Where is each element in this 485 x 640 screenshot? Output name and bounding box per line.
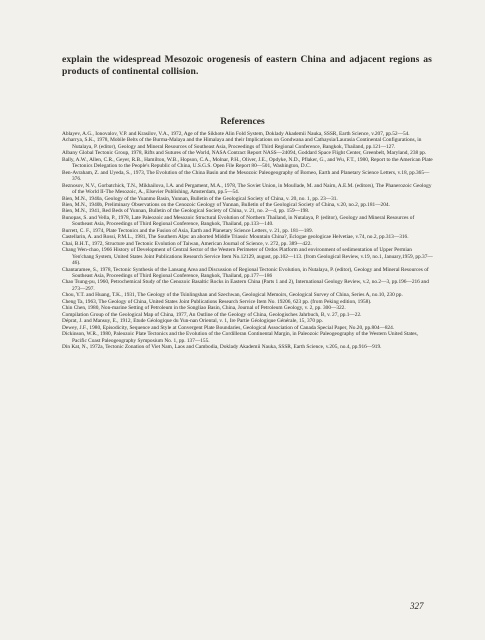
reference-entry: Castellarin, A. and Rossi, P.M.L., 1981, The Southern Alps: an aborted Middle Triassic Mountain China?, Eclogae geologicae Helvetiae, v.74, no.2, pp.313—316. [62, 234, 409, 241]
reference-entry: Bien, M.N., 1941, Red Beds of Yunnan, Bulletin of the Geological Society of China, v. 21, no. 2—4, pp. 159—198. [62, 208, 310, 215]
reference-list [62, 131, 433, 350]
reference-entry: Cheng Ta, 1963, The Geology of China, United States Joint Publications Research Service Item No. 19206, 623 pp. (from Peking edition, 1958). [62, 298, 372, 305]
reference-entry: Chao Tsung-pu, 1960, Petrochemical Study of the Cenozoic Basaltic Rocks in Eastern China (Parts 1 and 2), International Geology Review, v.2, no.2—3, pp.196—216 and 273—297. [62, 279, 429, 292]
references-heading: References [220, 116, 265, 127]
reference-entry: Chou, Y.T. and Huang, T.K., 1931, The Geology of the Tsinlingshan and Szechwan, Geological Memoirs, Geological Survey of China, Series A, no.10, 230 pp. [62, 292, 403, 299]
reference-entry: Burrett, C. F., 1974, Plate Tectonics and the Fusion of Asia, Earth and Planetary Science Letters, v. 21, pp. 181—189. [62, 227, 314, 234]
reference-entry: Albany Global Tectonic Group, 1978, Rifts and Sutures of the World, NASA Contract Report NASS—24094, Goddard Space Flight Center, Greenbelt, Maryland, 238 pp. [62, 150, 427, 157]
reference-entry: Chin Chen, 1980, Non-marine Setting of Petroleum in the Songliao Basin, China, Journal of Petroleum Geology, v. 2, pp. 300—322. [62, 305, 346, 312]
reference-entry: Din Kat, N., 1972a, Tectonic Zonation of Viet Nam, Laos and Cambodia, Doklady Akademii Nauka, SSSR, Earth Science, v.205, no.4, pp.916—919. [62, 343, 382, 350]
reference-entry: Ben-Avraham, Z. and Uyeda, S., 1973, The Evolution of the China Basin and the Mesozoic Paleogeography of Borneo, Earth and Planetary Science Letters, v.18, pp.365—376. [62, 169, 430, 183]
reference-entry: Dewey, J.F., 1980, Episodicity, Sequence and Style at Convergent Plate Boundaries, Geological Association of Canada Special Paper, No.20, pp.804—824. [62, 324, 395, 331]
reference-entry: Ablayev, A.G., Ionovalov, V.P. and Krasilov, V.A., 1972, Age of the Sikhote Alin Fold System, Doklady Akademii Nauka, SSSR, Earth Science, v.207, pp.52—54. [62, 131, 410, 137]
reference-entry: Chai, B.H.T., 1972, Structure and Tectonic Evolution of Taiwan, American Journal of Science, v. 272, pp. 389—422. [62, 240, 312, 247]
page-number: 327 [410, 601, 424, 611]
reference-entry: Bien, M.N., 1940b, Preliminary Observations on the Cenozoic Geology of Yunnan, Bulletin of the Geological Society of China, v.20, no.2, pp.181—204. [62, 201, 390, 208]
reference-entry: Bien, M.N., 1940a, Geology of the Yuanmo Basin, Yunnan, Bulletin of the Geological Society of China, v. 20, no. 1, pp. 23—31. [62, 195, 338, 202]
reference-entry: Chantaramee, S., 1978, Tectonic Synthesis of the Lansang Area and Discussion of Regional Tectonic Evolution, in Nutalaya, P. (editor), Geology and Mineral Resources of Southeast Asia, Proceedings of Third Regional Conference, Bangkok, Thailand, pp.177—186 [62, 266, 429, 279]
reference-entry: Bally, A.W., Allen, C.R., Geyer, R.B., Hamilton, W.B., Hopson, C.A., Molnar, P.H., Oliver, J.E., Opdyke, N.D., Pflaker, G., and Wu, F.T., 1980, Report to the American Plate Tectonics Delegation to the People's Republic of China, U.S.G.S. Open File Report 80—501, Washington, D.C. [62, 156, 433, 170]
reference-entry: Déprat, J. and Mansuy, E., 1912, Etude Géologique du Yun-nan Oriental, v. 1, Ire Partie Géologique Générale, 15, 370 pp. [62, 318, 324, 325]
reference-entry: Chang Wen-chao, 1966 History of Development of Central Sector of the Western Perimeter of Ordos Platform and environment of sedimentation of Upper Permian Yen'chang System, United States Joint Publications Research Service Item No.12129, august, pp.102—113. (from Geological Review, v.19, no.1, January,1959, pp.37—46). [62, 247, 433, 267]
reference-entry: Compilation Group of the Geological Map of China, 1977, An Outline of the Geology of China, Geologisches Jahrbuch, B, v. 27, pp.1—22. [62, 311, 362, 318]
reference-entry: Bunopas, S. and Vella, P., 1978, Late Paleozoic and Mesozoic Structural Evolution of Northern Thailand, in Nutalaya, P. (editor), Geology and Mineral Resources of Southeast Asia, Proceedings of Third Regional Conference, Bangkok, Thailand, pp.133—140. [62, 214, 415, 228]
intro-paragraph: explain the widespread Mesozoic orogenesis of eastern China and adjacent regions as products of continental collision. [62, 53, 432, 78]
reference-entry: Acharrya, S.K., 1978, Mobile Belts of the Burma-Malaya and the Himalaya and their Implications on Gondwana and Cathaysia/Laurasia Continental Configurations, in Nutalaya, P. (editor), Geology and Mineral Resources of Southeast Asia, Proceedings of Third Regional Conference, Bangkok, Thailand, pp.121—127. [62, 137, 422, 150]
reference-entry: Beznosov, N.V., Gorbatchick, T.N., Mikhailova, I.A. and Pergament, M.A., 1978, The Soviet Union, in Moullade, M. and Nairn, A.E.M. (editors), The Phanerozoic Geology of the World II-The Mesozoic, A., Elsevier Publishing, Amsterdam, pp.5—54. [62, 182, 432, 196]
reference-entry: Dickinson, W.R., 1980, Paleozoic Plate Tectonics and the Evolution of the Cordilleran Continental Margin, in Paleozoic Paleogeography of the Western United States, Pacific Coast Paleogeography Symposium No. 1, pp. 137—155. [62, 331, 418, 344]
